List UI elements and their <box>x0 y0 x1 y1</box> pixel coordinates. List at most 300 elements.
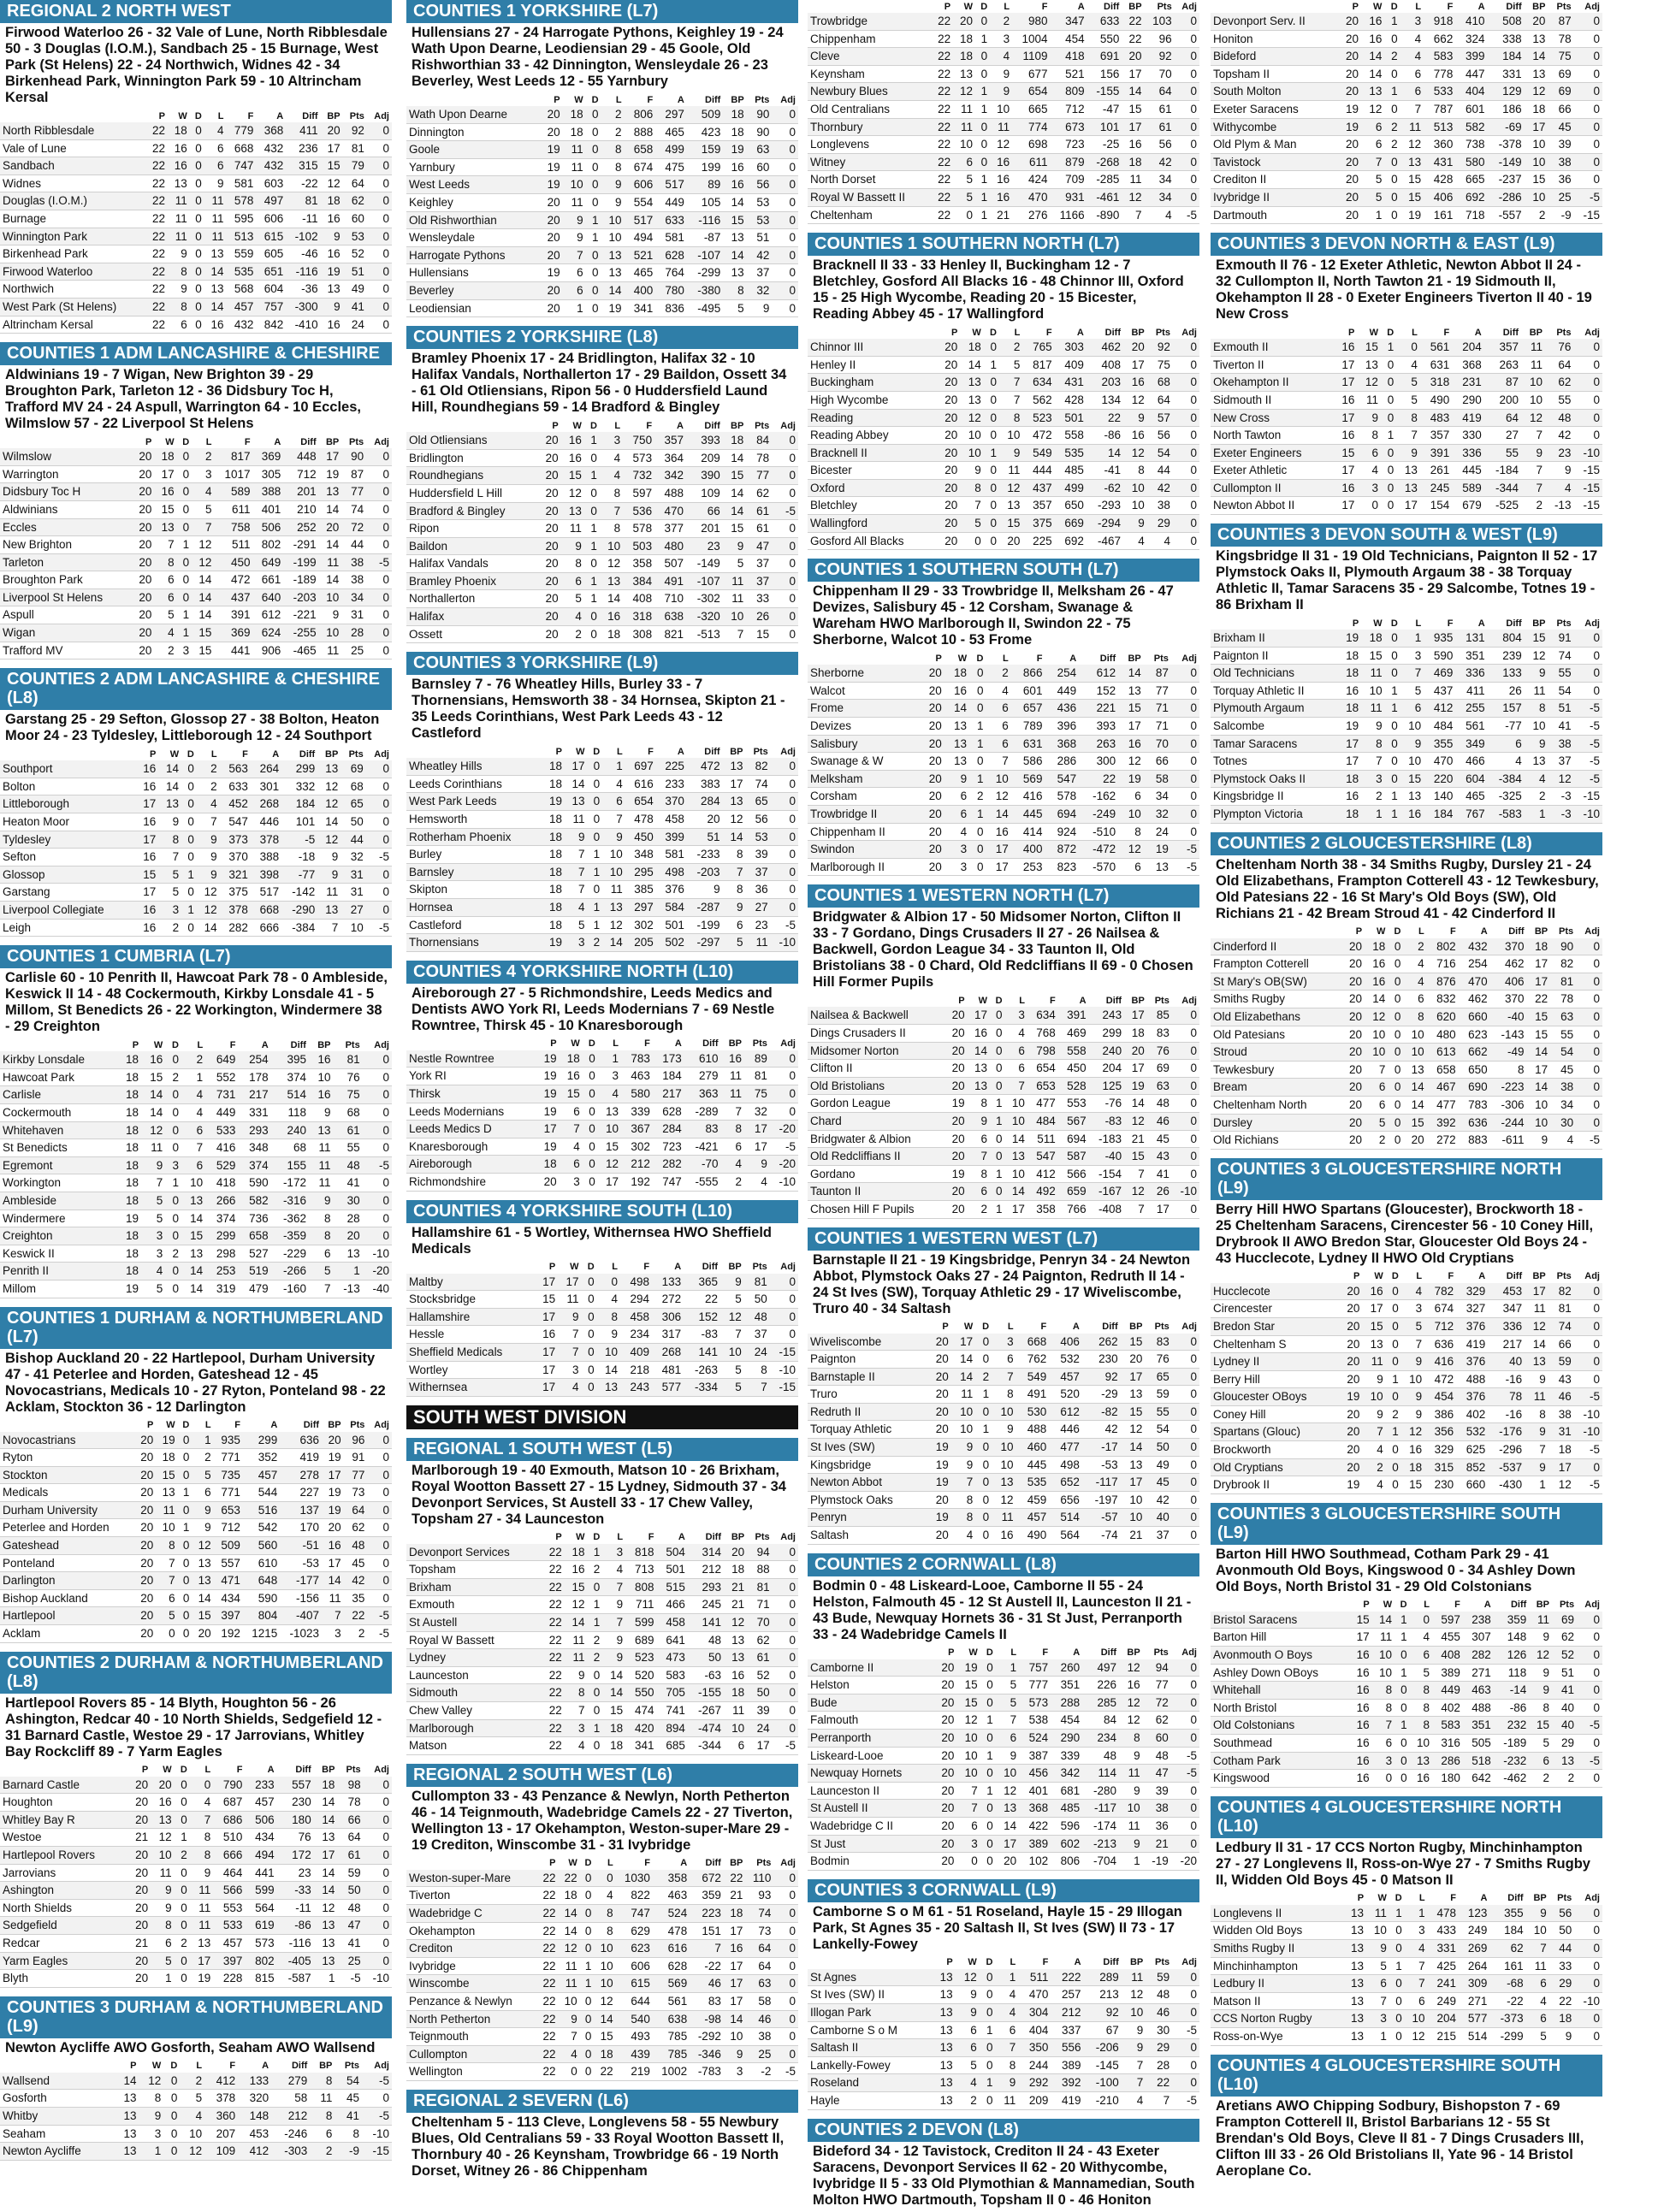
stat-cell: -41 <box>1087 462 1123 480</box>
stat-cell: 0 <box>990 1060 1005 1078</box>
stat-cell: 4 <box>1488 753 1525 771</box>
match-results: Carlisle 60 - 10 Penrith II, Hawcoat Park 78 - 0 Ambleside, Keswick II 14 - 48 Cockermouth, Kirkby Lonsdale 41 - 5 Millom, St Benedicts 26 - 22 Workington, Windermere 38 - 29 Creighton <box>5 970 388 1035</box>
team-name: Aspull <box>0 606 132 624</box>
stat-cell: 4 <box>1123 532 1147 550</box>
column-header: Diff <box>702 1262 719 1273</box>
stat-cell: 14 <box>1361 65 1384 83</box>
stat-cell: 9 <box>192 1501 213 1519</box>
stat-cell: 20 <box>537 502 560 520</box>
table-row <box>808 770 1199 788</box>
stat-cell: -86 <box>277 1917 314 1935</box>
stat-cell: 20 <box>1339 1441 1362 1459</box>
stat-cell: 374 <box>205 1210 238 1227</box>
column-header: L <box>617 746 623 757</box>
team-name: Wigan <box>0 624 132 642</box>
stat-cell: 0 <box>363 1068 392 1086</box>
league-title: COUNTIES 2 CORNWALL (L8) <box>808 1553 1199 1576</box>
stat-cell: 16 <box>1365 973 1388 991</box>
stat-cell: 0 <box>1172 1386 1199 1404</box>
stat-cell: 133 <box>1488 665 1525 683</box>
stat-cell: 0 <box>165 1263 181 1280</box>
table-row <box>406 520 798 538</box>
stat-cell: -98 <box>690 2010 724 2028</box>
stat-cell: 6 <box>1361 118 1384 136</box>
stat-cell: -325 <box>1488 788 1525 806</box>
table-row <box>808 2003 1199 2021</box>
stat-cell: 412 <box>1424 700 1455 718</box>
stat-cell: 2 <box>1525 788 1548 806</box>
stat-cell: 14 <box>204 298 227 316</box>
stat-cell: 13 <box>561 502 584 520</box>
stat-cell: 0 <box>1172 1112 1199 1130</box>
team-name: Gloucester OBoys <box>1211 1388 1339 1406</box>
stat-cell: 428 <box>1055 391 1087 409</box>
stat-cell: 3 <box>141 1245 165 1263</box>
stat-cell: 408 <box>623 590 654 608</box>
stat-cell: -63 <box>688 1666 724 1684</box>
table-header-row <box>808 1647 1199 1659</box>
table-row <box>808 1456 1199 1474</box>
column-header: F <box>648 1532 654 1543</box>
stat-cell: 13 <box>1396 462 1420 480</box>
stat-cell: 393 <box>1079 718 1118 736</box>
stat-cell: 0 <box>582 1291 597 1309</box>
stat-cell: 4 <box>594 1887 615 1905</box>
stat-cell: 0 <box>190 210 204 228</box>
stat-cell: 0 <box>1171 806 1199 824</box>
stat-cell: 10 <box>720 1343 744 1361</box>
stat-cell: 31 <box>341 606 366 624</box>
team-name: Blyth <box>0 1970 127 1988</box>
stat-cell: 338 <box>1488 30 1525 48</box>
stat-cell: 15 <box>1121 1403 1146 1421</box>
stat-cell: 7 <box>956 1782 980 1800</box>
table-header-row <box>0 1038 392 1051</box>
stat-cell: 83 <box>684 1121 721 1139</box>
stat-cell: -16 <box>1488 1370 1525 1388</box>
stat-cell: 268 <box>251 795 281 813</box>
table-row <box>406 1274 798 1291</box>
stat-cell: 37 <box>747 264 773 282</box>
stat-cell: 29 <box>1146 2039 1172 2057</box>
stat-cell: 17 <box>1525 118 1548 136</box>
team-name: Warrington <box>0 465 132 483</box>
stat-cell: 16 <box>1349 1699 1371 1717</box>
stat-cell: 1 <box>563 299 586 317</box>
stat-cell: 658 <box>1427 1061 1459 1079</box>
stat-cell: 8 <box>720 1121 744 1139</box>
table-header-row <box>0 109 392 122</box>
stat-cell: 8 <box>190 1847 213 1865</box>
stat-cell: 20 <box>1338 30 1361 48</box>
stat-cell: 1166 <box>1051 206 1087 224</box>
stat-cell: 10 <box>956 1730 980 1748</box>
team-name: Peterlee and Horden <box>0 1519 134 1537</box>
stat-cell: 3 <box>177 642 192 659</box>
stat-cell: 0 <box>367 298 392 316</box>
stat-cell: 633 <box>655 211 687 229</box>
stat-cell: 11 <box>720 1068 744 1085</box>
stat-cell: 20 <box>537 625 560 643</box>
stat-cell: 375 <box>1022 515 1054 533</box>
stat-cell: 0 <box>773 2028 798 2046</box>
stat-cell: 490 <box>1420 391 1452 409</box>
stat-cell: 10 <box>181 1174 205 1192</box>
stat-cell: 399 <box>656 828 687 846</box>
column-header: A <box>1079 995 1087 1006</box>
match-results: Bideford 34 - 12 Tavistock, Crediton II 24 - 43 Exeter Saracens, Devonport Services II 62 - 20 Withycombe, Ivybridge II 5 - 33 Old Plymothian & Mannamedian, South Molton HWO Dartmouth, Topsham II 0 - 46 Honiton <box>813 2143 1195 2208</box>
stat-cell: 20 <box>937 339 960 356</box>
team-name: Burley <box>406 846 542 864</box>
table-row <box>406 246 798 264</box>
match-results: Berry Hill HWO Spartans (Gloucester), Brockworth 18 - 25 Cheltenham Saracens, Cirencester 56 - 10 Coney Hill, Drybrook II AWO Bredon Star, Gloucester Old Boys 24 - 43 Hucclecote, Lydney II HWO Old Cryptians <box>1216 1201 1594 1266</box>
table-header-row <box>406 1261 798 1274</box>
team-name: Castleford <box>406 916 542 934</box>
team-name: Ashington <box>0 1882 127 1900</box>
stat-cell: 12 <box>1123 391 1147 409</box>
stat-cell: 22 <box>145 298 168 316</box>
team-name: Liskeard-Looe <box>808 1747 933 1765</box>
stat-cell: 11 <box>561 520 584 538</box>
stat-cell: 0 <box>1172 1509 1199 1527</box>
stat-cell: 20 <box>937 515 960 533</box>
stat-cell: 320 <box>238 2090 271 2108</box>
stat-cell: 10 <box>1005 1095 1027 1113</box>
stat-cell: 336 <box>1455 665 1487 683</box>
team-name: Bristol Saracens <box>1211 1612 1349 1629</box>
team-name: Teignmouth <box>406 2028 536 2046</box>
stat-cell: 9 <box>197 866 220 884</box>
table-row <box>0 866 392 884</box>
table-row <box>1211 2010 1602 2028</box>
stat-cell: -167 <box>1089 1183 1124 1201</box>
stat-cell: 8 <box>1525 700 1548 718</box>
stat-cell: 10 <box>598 1121 621 1139</box>
stat-cell: 0 <box>1574 13 1602 30</box>
stat-cell: 712 <box>1424 1317 1456 1335</box>
stat-cell: 9 <box>597 1326 620 1344</box>
team-name: New Cross <box>1211 409 1334 427</box>
team-name: Truro <box>808 1386 927 1404</box>
table-row <box>808 374 1199 392</box>
stat-cell: 14 <box>181 1210 205 1227</box>
stat-cell: 10 <box>1123 497 1147 515</box>
league-section-counties-3-devon-north-east-l9 <box>1211 233 1602 515</box>
stat-cell: 73 <box>344 1484 368 1502</box>
stat-cell: 16 <box>136 919 159 937</box>
table-row <box>1211 1370 1602 1388</box>
stat-cell: 253 <box>1011 858 1045 876</box>
stat-cell: 0 <box>588 1684 603 1702</box>
column-header: W <box>576 746 585 757</box>
stat-cell: 589 <box>214 483 252 501</box>
team-name: Seaham <box>0 2125 115 2143</box>
stat-cell: 1 <box>1384 13 1400 30</box>
column-header: D <box>587 1262 595 1273</box>
league-table <box>0 1419 392 1643</box>
stat-cell: 16 <box>990 188 1012 206</box>
stat-cell: 22 <box>931 65 953 83</box>
stat-cell: 747 <box>653 1173 684 1191</box>
column-header: BP <box>1129 1957 1144 1968</box>
stat-cell: 0 <box>1574 1283 1602 1300</box>
stat-cell: 339 <box>1051 1747 1082 1765</box>
stat-cell: 0 <box>178 1589 192 1607</box>
stat-cell: 69 <box>1548 83 1573 101</box>
stat-cell: 16 <box>1361 30 1384 48</box>
stat-cell: -306 <box>1490 1096 1527 1114</box>
stat-cell: 0 <box>1574 153 1602 171</box>
stat-cell: 504 <box>657 1544 688 1561</box>
league-section-counties-4-gloucestershire-south-l10 <box>1211 2055 1602 2183</box>
stat-cell: 0 <box>1574 136 1602 154</box>
stat-cell: 11 <box>558 1291 581 1309</box>
table-header-row <box>406 1857 798 1870</box>
stat-cell: -316 <box>271 1192 309 1210</box>
stat-cell: 5 <box>720 1291 744 1309</box>
stat-cell: 118 <box>1494 1664 1530 1682</box>
stat-cell: 10 <box>1405 2010 1428 2028</box>
table-row <box>0 606 392 624</box>
stat-cell: 0 <box>1175 188 1199 206</box>
stat-cell: 5 <box>565 916 588 934</box>
stat-cell: 20 <box>321 122 343 139</box>
stat-cell: 0 <box>771 899 798 917</box>
stat-cell: 20 <box>944 1130 967 1148</box>
stat-cell: 0 <box>586 158 601 176</box>
stat-cell: 0 <box>1173 515 1199 533</box>
stat-cell: -10 <box>1574 1405 1602 1423</box>
stat-cell: 20 <box>920 858 944 876</box>
team-name: York RI <box>406 1068 536 1085</box>
column-header: A <box>1477 618 1485 629</box>
column-header: Adj <box>780 420 796 431</box>
stat-cell: 13 <box>1343 1957 1366 1975</box>
stat-cell: 11 <box>1526 1957 1549 1975</box>
stat-cell: 566 <box>1058 1165 1089 1183</box>
stat-cell: 0 <box>1576 1026 1602 1044</box>
stat-cell: 3 <box>158 902 181 920</box>
column-header: P <box>942 1322 949 1332</box>
stat-cell: 9 <box>158 813 181 831</box>
stat-cell: 523 <box>1022 409 1054 427</box>
stat-cell: 20 <box>944 1148 967 1166</box>
stat-cell: 0 <box>597 1274 620 1291</box>
stat-cell: 0 <box>990 1183 1005 1201</box>
stat-cell: 6 <box>1488 735 1525 753</box>
team-name: Withycombe <box>1211 118 1338 136</box>
stat-cell: 1 <box>1394 1612 1410 1629</box>
stat-cell: 836 <box>655 299 687 317</box>
team-name: Tiverton <box>406 1887 536 1905</box>
stat-cell: 48 <box>1143 1747 1171 1765</box>
stat-cell: 14 <box>181 1280 205 1298</box>
league-table <box>0 1764 392 1988</box>
stat-cell: 809 <box>1051 83 1087 101</box>
stat-cell: 65 <box>340 795 365 813</box>
stat-cell: 569 <box>1011 770 1045 788</box>
stat-cell: -783 <box>690 2063 724 2081</box>
stat-cell: 9 <box>996 1747 1019 1765</box>
stat-cell: 9 <box>1527 1132 1551 1150</box>
stat-cell: 408 <box>1087 356 1123 374</box>
column-header: L <box>1415 1 1422 12</box>
stat-cell: 2 <box>968 1200 990 1218</box>
stat-cell: 19 <box>540 141 563 159</box>
stat-cell: 47 <box>746 537 772 555</box>
stat-cell: 0 <box>165 1280 181 1298</box>
league-title: COUNTIES 4 YORKSHIRE NORTH (L10) <box>406 961 798 984</box>
stat-cell: 48 <box>337 1899 363 1917</box>
team-name: Gordon League <box>808 1095 944 1113</box>
stat-cell: 0 <box>1385 665 1400 683</box>
stat-cell: 11 <box>168 210 190 228</box>
stat-cell: 233 <box>245 1777 276 1794</box>
stat-cell: 62 <box>746 484 772 502</box>
table-row <box>0 1917 392 1935</box>
stat-cell: 0 <box>586 123 601 141</box>
stat-cell: 1030 <box>616 1870 653 1887</box>
team-name: Ross-on-Wye <box>1211 2027 1343 2045</box>
team-name: Cinderford II <box>1211 938 1341 955</box>
stat-cell: -5 <box>1574 718 1602 736</box>
stat-cell: 15 <box>1525 630 1548 647</box>
stat-cell: 272 <box>1427 1132 1459 1150</box>
stat-cell: 14 <box>314 1811 338 1829</box>
stat-cell: 549 <box>1022 444 1054 462</box>
stat-cell: 18 <box>560 1050 583 1068</box>
team-name: Southport <box>0 760 136 778</box>
table-row <box>0 1777 392 1794</box>
stat-cell: 90 <box>747 106 773 123</box>
stat-cell: 109 <box>204 2143 238 2161</box>
stat-cell: 452 <box>220 795 251 813</box>
team-name: Aldwinians <box>0 500 132 518</box>
stat-cell: 6 <box>1357 444 1381 462</box>
stat-cell: 13 <box>1121 1456 1146 1474</box>
team-name: Kingsbridge II <box>1211 788 1338 806</box>
stat-cell: 37 <box>746 555 772 573</box>
stat-cell: -5 <box>1171 1747 1199 1765</box>
stat-cell: 7 <box>960 497 983 515</box>
column-header: L <box>210 748 217 760</box>
stat-cell: 20 <box>127 1864 151 1882</box>
table-row <box>1211 1975 1602 1993</box>
stat-cell: 17 <box>1124 1007 1147 1024</box>
stat-cell: 18 <box>542 863 565 881</box>
stat-cell: 20 <box>944 1060 967 1078</box>
league-title: COUNTIES 1 WESTERN WEST (L7) <box>808 1227 1199 1251</box>
column-header: W <box>169 748 180 760</box>
stat-cell: 0 <box>177 465 192 483</box>
table-row <box>1211 753 1602 771</box>
table-header-row <box>808 1956 1199 1969</box>
stat-cell: 71 <box>747 1596 772 1614</box>
team-name: Bolton <box>0 778 136 795</box>
stat-cell: 0 <box>190 316 204 334</box>
stat-cell: -5 <box>366 553 392 571</box>
team-name: Plymstock Oaks <box>808 1491 927 1509</box>
stat-cell: 19 <box>927 1474 950 1492</box>
column-header: F <box>247 110 254 121</box>
stat-cell: 0 <box>175 1917 190 1935</box>
stat-cell: 68 <box>1147 374 1173 392</box>
stat-cell: 8 <box>565 1684 588 1702</box>
stat-cell: 4 <box>1145 206 1175 224</box>
table-row <box>0 1864 392 1882</box>
table-row <box>0 483 392 501</box>
stat-cell: 605 <box>256 245 286 263</box>
column-header: Adj <box>1584 1893 1600 1904</box>
stat-cell: 28 <box>1146 2056 1172 2074</box>
stat-cell: -206 <box>1084 2039 1122 2057</box>
stat-cell: 15 <box>1121 1334 1146 1351</box>
stat-cell: 289 <box>1084 1969 1122 1986</box>
stat-cell: 410 <box>1455 13 1487 30</box>
stat-cell: 18 <box>314 1777 338 1794</box>
stat-cell: 9 <box>197 849 220 866</box>
stat-cell: 1 <box>975 1386 992 1404</box>
stat-cell: 8 <box>168 298 190 316</box>
stat-cell: 83 <box>690 1992 724 2010</box>
table-row <box>808 1095 1199 1113</box>
stat-cell: 586 <box>1011 753 1045 771</box>
stat-cell: 494 <box>245 1847 276 1865</box>
stat-cell: 78 <box>1488 1388 1525 1406</box>
stat-cell: -430 <box>1488 1476 1525 1494</box>
column-header: Diff <box>291 2061 308 2072</box>
team-name: Goole <box>406 141 540 159</box>
stat-cell: 20 <box>724 1544 747 1561</box>
stat-cell: 38 <box>1548 1405 1574 1423</box>
stat-cell: 0 <box>1372 1770 1394 1788</box>
column-header: Pts <box>1153 1647 1169 1659</box>
stat-cell: 0 <box>367 1484 392 1502</box>
stat-cell: 12 <box>1548 1476 1574 1494</box>
stat-cell: 20 <box>132 588 154 606</box>
team-name: Bracknell II <box>808 444 937 462</box>
column-header: Diff <box>705 1532 721 1543</box>
table-row <box>406 625 798 643</box>
stat-cell: 1 <box>175 1829 190 1847</box>
stat-cell: 0 <box>1576 991 1602 1008</box>
team-name: Launceston II <box>808 1782 933 1800</box>
stat-cell: 0 <box>772 299 798 317</box>
stat-cell: 2 <box>1386 1405 1401 1423</box>
stat-cell: 223 <box>690 1905 724 1923</box>
stat-cell: 612 <box>253 606 284 624</box>
team-name: Northwich <box>0 281 145 299</box>
stat-cell: 20 <box>540 123 563 141</box>
column-header: F <box>1443 327 1450 338</box>
table-row <box>808 13 1199 30</box>
column-header: P <box>550 1038 557 1050</box>
stat-cell: 18 <box>563 106 586 123</box>
stat-cell: 0 <box>190 298 204 316</box>
stat-cell: -233 <box>687 846 723 864</box>
stat-cell: 513 <box>226 228 256 245</box>
stat-cell: 557 <box>214 1554 243 1572</box>
table-row <box>406 537 798 555</box>
stat-cell: 11 <box>563 141 586 159</box>
stat-cell: 0 <box>772 608 798 626</box>
stat-cell: 19 <box>944 1095 967 1113</box>
stat-cell: -213 <box>1082 1835 1119 1853</box>
stat-cell: 370 <box>1490 991 1527 1008</box>
team-name: West Park Leeds <box>406 793 542 811</box>
column-header: F <box>1036 653 1043 664</box>
stat-cell: 297 <box>655 106 687 123</box>
